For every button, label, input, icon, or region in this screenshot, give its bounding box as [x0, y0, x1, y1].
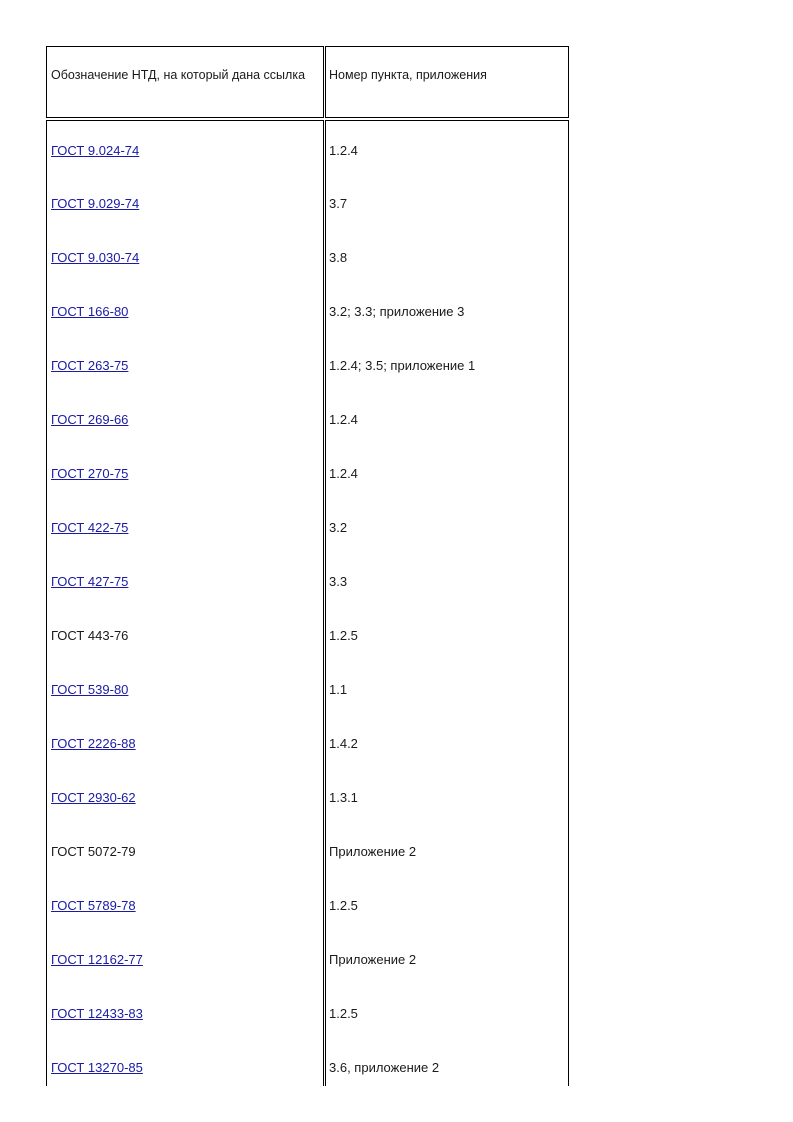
cell-designation — [46, 1038, 324, 1086]
clause-number: 1.4.2 — [329, 736, 358, 751]
table-row — [46, 120, 569, 174]
table-header-row — [46, 46, 569, 120]
reference-table — [46, 46, 569, 1086]
cell-clause-number — [325, 174, 569, 228]
table-row — [46, 606, 569, 660]
gost-link[interactable]: ГОСТ 269-66 — [51, 412, 129, 427]
table-row — [46, 498, 569, 552]
gost-link[interactable]: ГОСТ 2226-88 — [51, 736, 136, 751]
table-row — [46, 336, 569, 390]
table-row — [46, 930, 569, 984]
clause-number: 3.3 — [329, 574, 348, 589]
cell-clause-number — [325, 606, 569, 660]
cell-clause-number — [325, 1038, 569, 1086]
cell-clause-number — [325, 660, 569, 714]
clause-number: 1.1 — [329, 682, 348, 697]
cell-clause-number — [325, 390, 569, 444]
table-row — [46, 822, 569, 876]
cell-designation — [46, 714, 324, 768]
table-row — [46, 1038, 569, 1086]
cell-clause-number — [325, 930, 569, 984]
clause-number: 3.2; 3.3; приложение 3 — [329, 304, 465, 319]
gost-link[interactable]: ГОСТ 166-80 — [51, 304, 129, 319]
gost-link[interactable]: ГОСТ 13270-85 — [51, 1060, 143, 1075]
gost-link[interactable]: ГОСТ 422-75 — [51, 520, 129, 535]
cell-designation — [46, 498, 324, 552]
cell-designation — [46, 174, 324, 228]
cell-clause-number — [325, 876, 569, 930]
cell-clause-number — [325, 552, 569, 606]
table-row — [46, 768, 569, 822]
cell-clause-number — [325, 120, 569, 174]
cell-clause-number — [325, 228, 569, 282]
cell-clause-number — [325, 282, 569, 336]
table-row — [46, 174, 569, 228]
cell-designation — [46, 930, 324, 984]
gost-designation: ГОСТ 5072-79 — [51, 844, 136, 859]
table-row — [46, 228, 569, 282]
gost-link[interactable]: ГОСТ 9.024-74 — [51, 143, 140, 158]
table-row — [46, 984, 569, 1038]
gost-link[interactable]: ГОСТ 263-75 — [51, 358, 129, 373]
cell-clause-number — [325, 444, 569, 498]
cell-clause-number — [325, 714, 569, 768]
table-row — [46, 444, 569, 498]
header-clause-number: Номер пункта, приложения — [325, 46, 569, 118]
gost-link[interactable]: ГОСТ 9.029-74 — [51, 196, 140, 211]
clause-number: 1.2.4 — [329, 466, 358, 481]
clause-number: 3.6, приложение 2 — [329, 1060, 440, 1075]
cell-designation — [46, 228, 324, 282]
cell-designation — [46, 336, 324, 390]
gost-link[interactable]: ГОСТ 539-80 — [51, 682, 129, 697]
gost-link[interactable]: ГОСТ 427-75 — [51, 574, 129, 589]
cell-designation — [46, 444, 324, 498]
clause-number: 3.8 — [329, 250, 348, 265]
table-row — [46, 714, 569, 768]
clause-number: 3.2 — [329, 520, 348, 535]
cell-designation — [46, 390, 324, 444]
clause-number: 1.3.1 — [329, 790, 358, 805]
table-row — [46, 282, 569, 336]
table-row — [46, 876, 569, 930]
cell-clause-number — [325, 768, 569, 822]
cell-clause-number — [325, 984, 569, 1038]
clause-number: 1.2.4 — [329, 412, 358, 427]
cell-designation — [46, 606, 324, 660]
table-body — [46, 120, 569, 1086]
table-row — [46, 660, 569, 714]
clause-number: 1.2.4; 3.5; приложение 1 — [329, 358, 476, 373]
table-row — [46, 390, 569, 444]
gost-link[interactable]: ГОСТ 2930-62 — [51, 790, 136, 805]
gost-link[interactable]: ГОСТ 5789-78 — [51, 898, 136, 913]
clause-number: 1.2.4 — [329, 143, 358, 158]
clause-number: Приложение 2 — [329, 844, 417, 859]
cell-clause-number — [325, 336, 569, 390]
cell-designation — [46, 984, 324, 1038]
cell-designation — [46, 282, 324, 336]
cell-designation — [46, 660, 324, 714]
gost-link[interactable]: ГОСТ 9.030-74 — [51, 250, 140, 265]
cell-designation — [46, 552, 324, 606]
cell-designation — [46, 120, 324, 174]
gost-designation: ГОСТ 443-76 — [51, 628, 129, 643]
cell-designation — [46, 876, 324, 930]
gost-link[interactable]: ГОСТ 12162-77 — [51, 952, 143, 967]
clause-number: 1.2.5 — [329, 1006, 358, 1021]
clause-number: Приложение 2 — [329, 952, 417, 967]
cell-designation — [46, 768, 324, 822]
clause-number: 3.7 — [329, 196, 348, 211]
cell-clause-number — [325, 498, 569, 552]
gost-link[interactable]: ГОСТ 12433-83 — [51, 1006, 143, 1021]
clause-number: 1.2.5 — [329, 898, 358, 913]
cell-clause-number — [325, 822, 569, 876]
gost-link[interactable]: ГОСТ 270-75 — [51, 466, 129, 481]
cell-designation — [46, 822, 324, 876]
clause-number: 1.2.5 — [329, 628, 358, 643]
table-row — [46, 552, 569, 606]
header-designation: Обозначение НТД, на который дана ссылка — [46, 46, 324, 118]
